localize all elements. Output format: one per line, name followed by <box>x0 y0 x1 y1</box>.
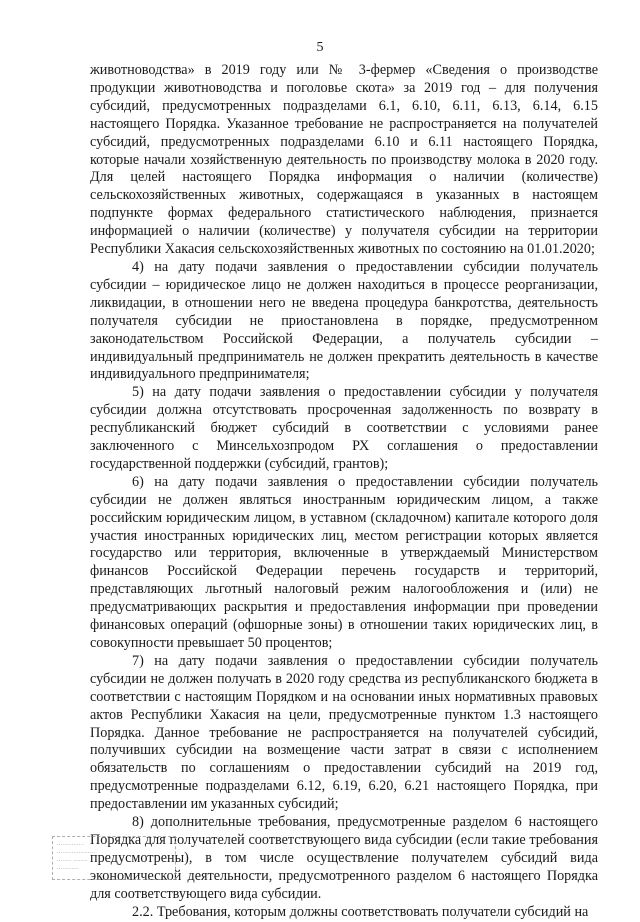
stamp-line: ............... <box>57 840 85 847</box>
paragraph-item-6: 6) на дату подачи заявления о предоставлении субсидии получатель субсидии не должен являться иностранным юридическим лицом, а также российским юридическим лицом, в уставном (складочном) капитале которого доля участия иностранных юридических лиц, местом регистрации которых является государство или территория, включенные в утверждаемый Министерством финансов Российской Федерации перечень государств и территорий, представляющих льготный налоговый режим налогообложения и (или) не предусматривающих раскрытия и предоставления информации при проведении финансовых операций (офшорные зоны) в отношении таких юридических лиц, в совокупности превышает 50 процентов; <box>90 473 598 651</box>
paragraph-item-5: 5) на дату подачи заявления о предоставлении субсидии у получателя субсидии должна отсутствовать просроченная задолженность по возврату в республиканский бюджет субсидий в соответствии с условиями ранее заключенного с Минсельхозпродом РХ соглашения о предоставлении государственной поддержки (субсидий, грантов); <box>90 384 598 472</box>
paragraph-item-4: 4) на дату подачи заявления о предоставлении субсидии получатель субсидии – юридическое лицо не должен находиться в процессе реорганизации, ликвидации, в отношении него не введена процедура банкротства, деятельность получателя субсидии не приостановлена в порядке, предусмотренном законодательством Российской Федерации, а получатель субсидии – индивидуальный предприниматель не должен прекратить деятельность в качестве индивидуального предпринимателя; <box>90 258 598 383</box>
stamp-line: ..................... <box>57 848 95 855</box>
stamp-line: ........ ........ <box>57 856 88 863</box>
page-number: 5 <box>316 40 324 55</box>
paragraph-item-7: 7) на дату подачи заявления о предоставлении субсидии получатель субсидии не должен получать в 2020 году средства из республиканского бюджета в соответствии с настоящим Порядком и на основании иных нормативных правовых актов Республики Хакасия на цели, предусмотренные пунктом 1.3 настоящего Порядка. Данное требование не распространяется на получателей субсидий, получивших субсидии на возмещение части затрат в связи с исполнением обязательств по соглашениям о предоставлении субсидий на 2019 год, предусмотренные подразделами 6.12, 6.19, 6.20, 6.21 настоящего Порядка, при предоставлении им указанных субсидий; <box>90 652 598 813</box>
stamp-line: ............ <box>57 864 79 871</box>
paragraph-continuation: животноводства» в 2019 году или № 3-фермер «Сведения о производстве продукции животноводства и поголовье скота» за 2019 год – для получения субсидий, предусмотренных подразделами 6.1, 6.10, 6.11, 6.13, 6.14, 6.15 настоящего Порядка. Указанное требование не распространяется на получателей субсидий, предусмотренных подразделами 6.10 и 6.11 настоящего Порядка, которые начали хозяйственную деятельность по производству молока в 2020 году. Для целей настоящего Порядка информация о наличии (количестве) сельскохозяйственных животных, содержащаяся в указанных в настоящем подпункте формах федерального статистического наблюдения, признается информацией о наличии (количестве) у получателя субсидии на территории Республики Хакасия сельскохозяйственных животных по состоянию на 01.01.2020; <box>90 62 598 258</box>
paragraph-section-2-2: 2.2. Требования, которым должны соответствовать получатели субсидий на <box>132 903 589 920</box>
document-body <box>90 62 598 922</box>
stamp-mark <box>52 836 176 880</box>
paragraph-item-8: 8) дополнительные требования, предусмотренные разделом 6 настоящего Порядка для получателей соответствующего вида субсидии (если такие требования предусмотрены), в том числе осуществление получателем субсидий вида экономической деятельности, предусмотренного разделом 6 настоящего Порядка для соответствующего вида субсидии. <box>90 814 598 902</box>
